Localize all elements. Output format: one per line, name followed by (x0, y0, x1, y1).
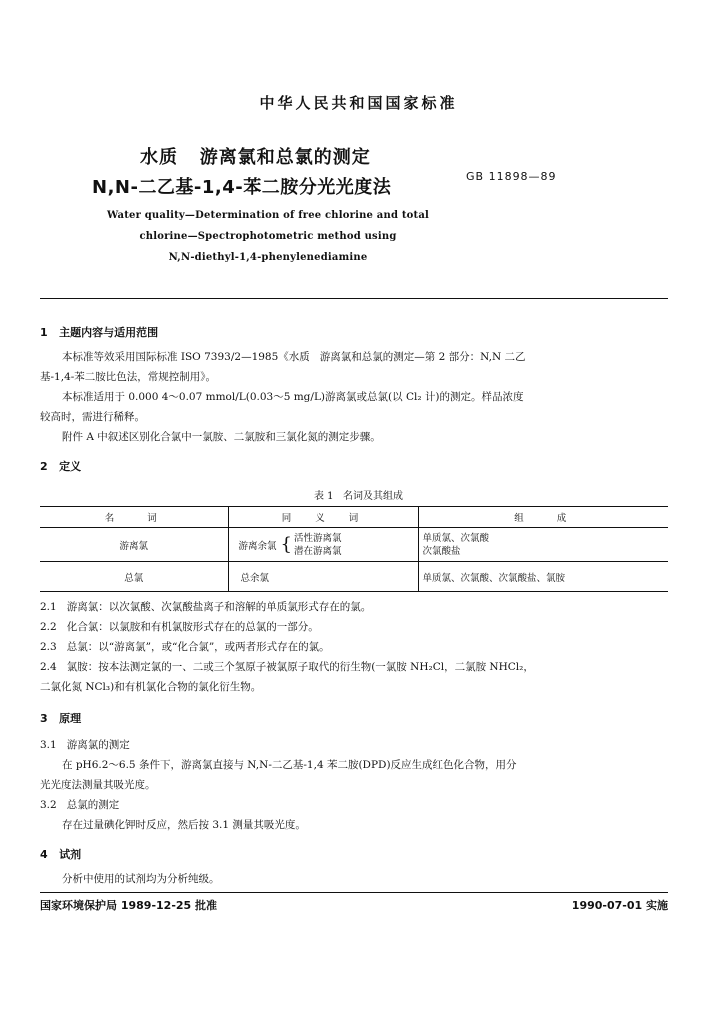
definition-2-4-line1: 2.4 氯胺：按本法测定氯的一、二或三个氢原子被氯原子取代的衍生物(一氯胺 NH₂Cl，二氯胺 NHCl₂， (40, 661, 534, 673)
row1-synonym (228, 528, 418, 562)
section-1-para1-line2: 基-1,4-苯二胺比色法，常规控制用》。 (40, 371, 217, 383)
header-synonym: 同 义 词 (228, 507, 418, 528)
section-3-heading: 3 原理 (40, 712, 82, 725)
row2-composition: 单质氯、次氯酸、次氯酸盐、氯胺 (418, 562, 668, 592)
title-divider (40, 298, 668, 299)
table-caption: 表 1 名词及其组成 (313, 491, 404, 502)
table-row (40, 528, 668, 562)
title-cn-line2: N,N-二乙基-1,4-苯二胺分光光度法 (92, 177, 392, 198)
footer-divider (40, 892, 668, 893)
section-1-para2-line1: 本标准适用于 0.000 4～0.07 mmol/L(0.03～5 mg/L)游离氯或总氯(以 Cl₂ 计)的测定。样品浓度 (62, 391, 524, 403)
definition-2-3: 2.3 总氯：以“游离氯”，或“化合氯”，或两者形式存在的氯。 (40, 641, 330, 653)
section-4-para: 分析中使用的试剂均为分析纯级。 (62, 873, 220, 885)
subsection-3-1: 3.1 游离氯的测定 (40, 739, 130, 751)
row1-composition-a: 单质氯、次氯酸 (422, 532, 490, 544)
approval-date: 国家环境保护局 1989-12-25 批准 (40, 899, 218, 912)
definition-2-4-line2: 二氯化氮 NCl₃)和有机氯化合物的氯化衍生物。 (40, 681, 262, 693)
header-term: 名 词 (40, 507, 228, 528)
title-en-line2: chlorine—Spectrophotometric method using (139, 231, 397, 242)
implementation-date: 1990-07-01 实施 (571, 899, 668, 912)
row1-synonym-b: 潜在游离氯 (293, 545, 342, 557)
header-composition: 组 成 (418, 507, 668, 528)
title-en-line1: Water quality—Determination of free chlorine and total (106, 210, 430, 221)
row1-term: 游离氯 (40, 528, 228, 562)
table-row (40, 562, 668, 592)
section-1-para1-line1: 本标准等效采用国际标准 ISO 7393/2—1985《水质 游离氯和总氯的测定—第 2 部分：N,N 二乙 (62, 351, 526, 363)
row1-composition-b: 次氯酸盐 (422, 545, 461, 557)
terms-table (40, 506, 668, 592)
table-header-row (40, 507, 668, 528)
subsection-3-1-para-line2: 光光度法测量其吸光度。 (40, 779, 156, 791)
brace-icon: { (280, 533, 292, 555)
standard-code: GB 11898—89 (466, 170, 557, 183)
title-en-line3: N,N-diethyl-1,4-phenylenediamine (168, 252, 368, 263)
definition-2-1: 2.1 游离氯：以次氯酸、次氯酸盐离子和溶解的单质氯形式存在的氯。 (40, 601, 372, 613)
section-1-para3: 附件 A 中叙述区别化合氯中一氯胺、二氯胺和三氯化氮的测定步骤。 (62, 431, 381, 443)
definition-2-2: 2.2 化合氯：以氯胺和有机氯胺形式存在的总氯的一部分。 (40, 621, 319, 633)
section-1-para2-line2: 较高时，需进行稀释。 (40, 411, 145, 423)
subsection-3-1-para-line1: 在 pH6.2～6.5 条件下，游离氯直接与 N,N-二乙基-1,4 苯二胺(DPD)反应生成红色化合物，用分 (62, 759, 517, 771)
subsection-3-2: 3.2 总氯的测定 (40, 799, 120, 811)
row1-synonym-a: 活性游离氯 (293, 532, 342, 544)
title-cn-line1: 水质 游离氯和总氯的测定 (140, 147, 371, 168)
section-4-heading: 4 试剂 (40, 848, 82, 861)
row2-term: 总氯 (40, 562, 228, 592)
row2-synonym: 总余氯 (228, 562, 418, 592)
section-2-heading: 2 定义 (40, 460, 82, 473)
subsection-3-2-para: 存在过量碘化钾时反应，然后按 3.1 测量其吸光度。 (62, 819, 306, 831)
row1-synonym-label: 游离余氯 (238, 540, 277, 552)
row1-composition (418, 528, 668, 562)
section-1-heading: 1 主题内容与适用范围 (40, 326, 159, 339)
standard-header: 中华人民共和国国家标准 (259, 94, 458, 112)
